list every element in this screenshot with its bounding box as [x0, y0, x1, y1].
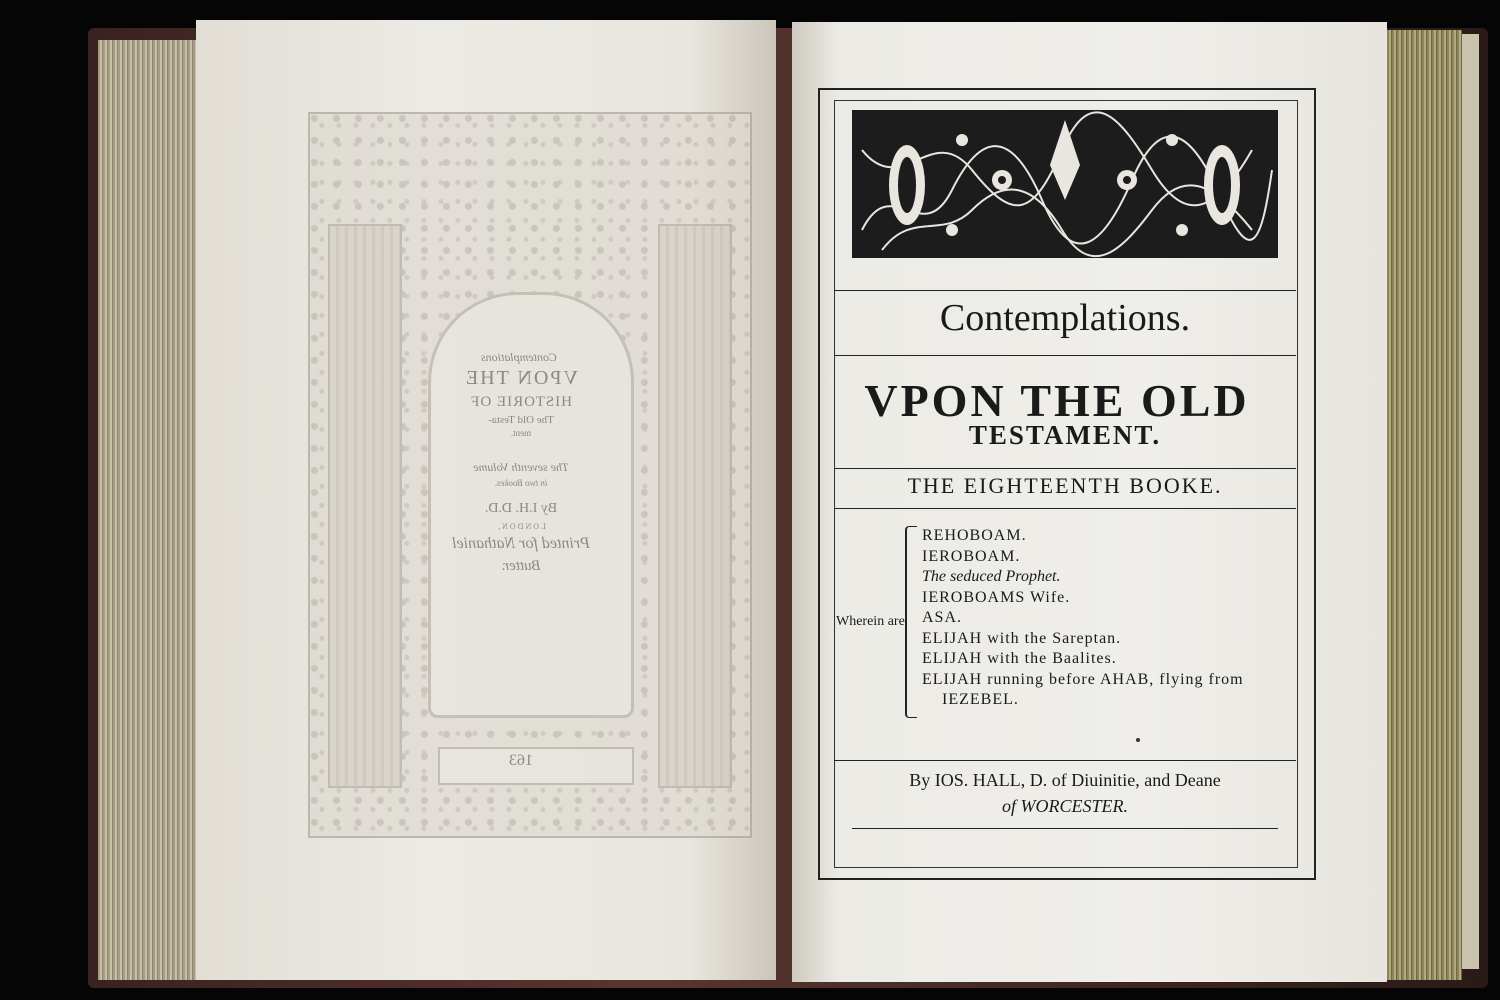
rule-line	[852, 828, 1278, 829]
contents-item: IEROBOAM.	[922, 547, 1021, 565]
showthrough-line: The seventh Volume	[473, 460, 569, 474]
engraved-column-left	[328, 224, 402, 788]
showthrough-date: 163	[509, 752, 533, 769]
frontispiece-showthrough	[308, 112, 752, 838]
left-page	[196, 20, 776, 980]
rule-line	[834, 290, 1296, 291]
contents-item: ELIJAH with the Sareptan.	[922, 629, 1122, 647]
engraved-column-right	[658, 224, 732, 788]
showthrough-line: LONDON,	[496, 522, 546, 531]
heading: VPON THE OLD	[864, 375, 1250, 426]
contents-list	[922, 526, 1244, 711]
rule-line	[834, 355, 1296, 356]
rule-line	[834, 468, 1296, 469]
contents-item: ASA.	[922, 609, 963, 626]
contents-item: ELIJAH with the Baalites.	[922, 650, 1117, 667]
contents-brace	[905, 526, 917, 718]
showthrough-line: in two Bookes.	[494, 478, 548, 488]
subheading: TESTAMENT.	[968, 420, 1162, 450]
author-line: By IOS. HALL, D. of Diuinitie, and Deane	[909, 770, 1221, 790]
rule-line	[834, 760, 1296, 761]
contents-item: IEROBOAMS Wife.	[922, 588, 1071, 606]
woodcut-ornament-headpiece	[852, 110, 1278, 258]
showthrough-line: The Old Testa-	[488, 414, 554, 426]
showthrough-line: By I.H. D.D.	[484, 501, 558, 516]
showthrough-line: VPON THE	[464, 367, 578, 389]
wherein-label: Wherein are	[836, 614, 905, 629]
showthrough-line: Contemplations	[481, 350, 558, 364]
contents-item: ELIJAH running before AHAB, flying from	[922, 670, 1244, 688]
rule-line	[834, 508, 1296, 509]
contents-item: The seduced Prophet.	[922, 568, 1061, 585]
contents-item: REHOBOAM.	[922, 527, 1027, 544]
showthrough-line: Printed for Nathaniel	[452, 535, 590, 552]
author-line: of WORCESTER.	[1002, 796, 1128, 816]
showthrough-line: HISTORIE OF	[470, 394, 572, 410]
showthrough-line: Butter.	[501, 558, 541, 574]
contents-item: IEZEBEL.	[942, 691, 1019, 708]
showthrough-line: ment.	[510, 428, 532, 438]
book-title: THE EIGHTEENTH BOOKE.	[907, 473, 1223, 498]
page-title: Contemplations.	[939, 297, 1191, 339]
printer-mark-dot	[1136, 738, 1140, 742]
page-edges-left	[98, 40, 208, 980]
